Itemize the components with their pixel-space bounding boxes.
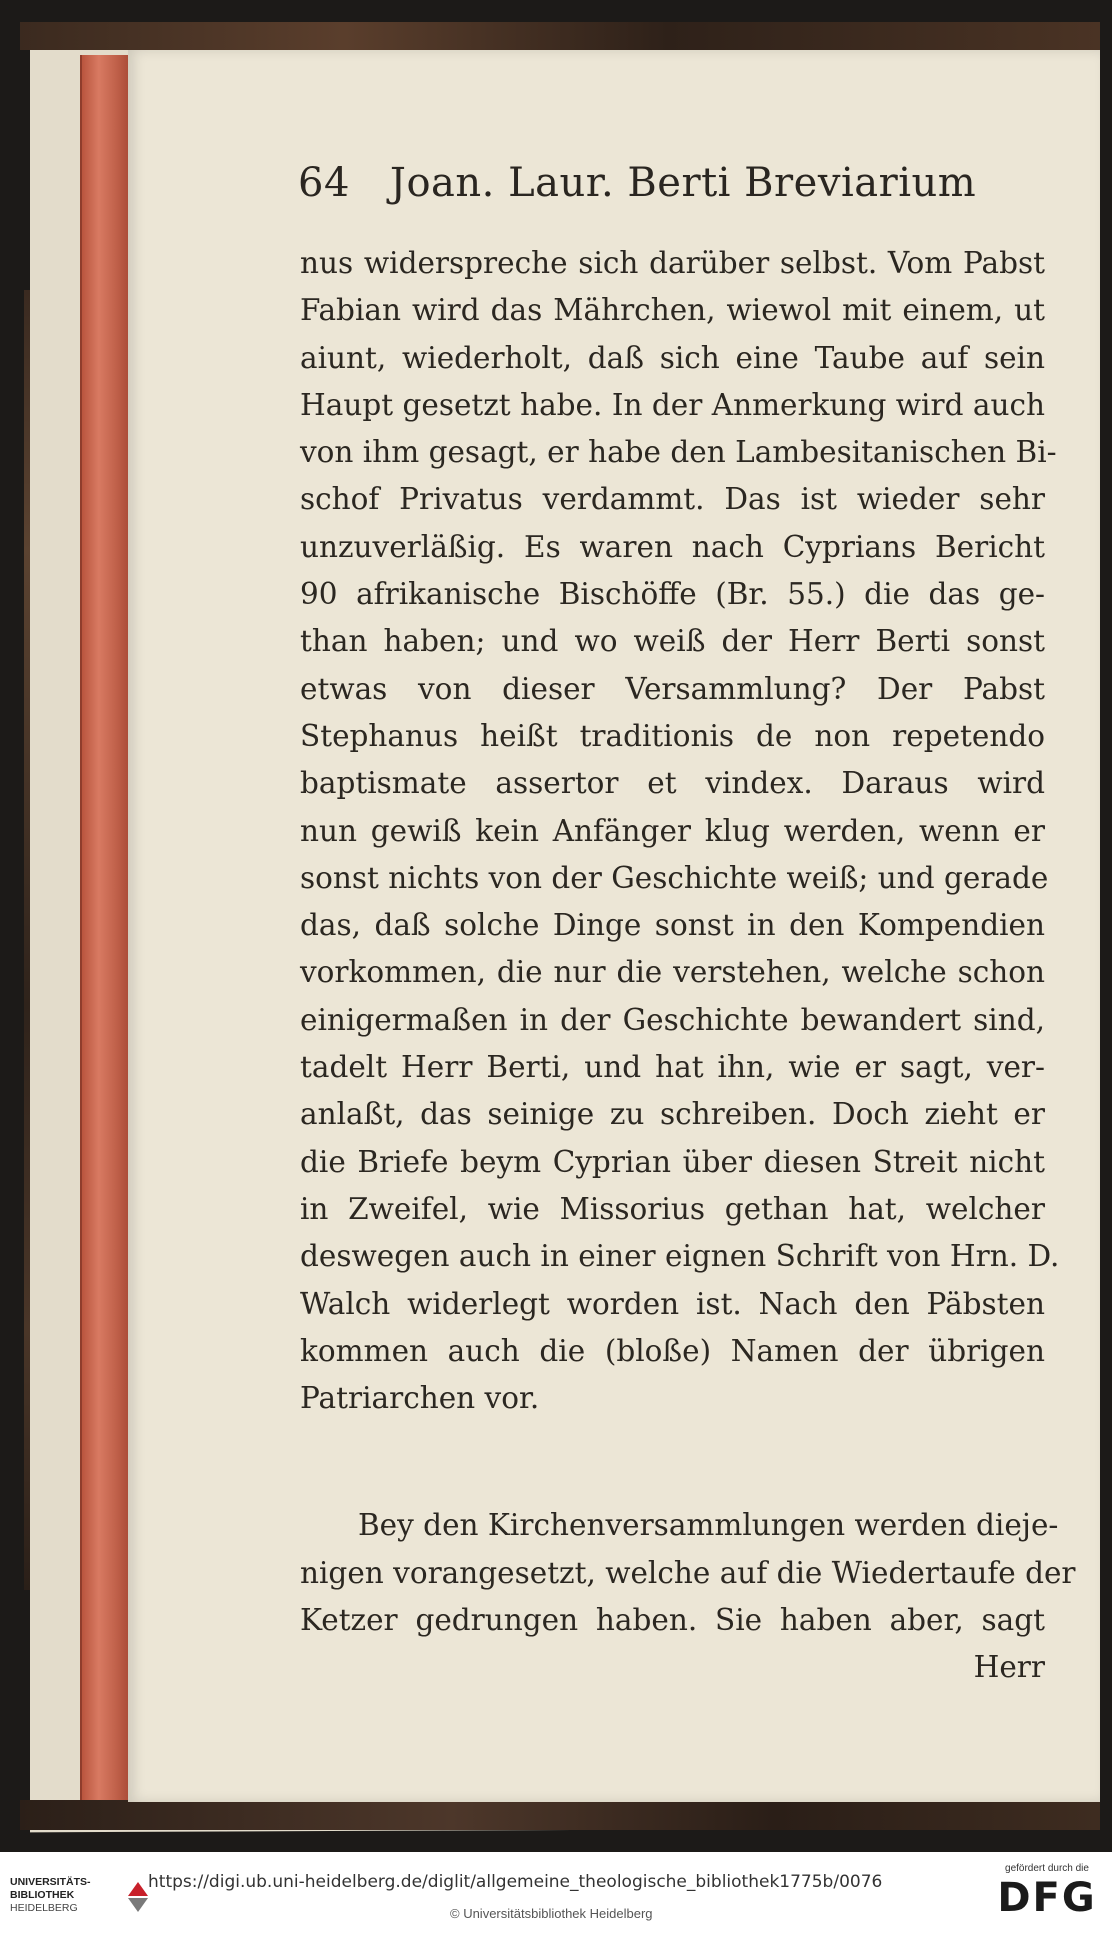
text-line: kommen auch die (bloße) Namen der übrigen xyxy=(300,1333,1045,1368)
text-line: tadelt Herr Berti, und hat ihn, wie er sagt, ver- xyxy=(300,1050,1045,1085)
text-line: 90 afrikanische Bischöffe (Br. 55.) die das ge- xyxy=(300,577,1045,612)
text-line: nus widerspreche sich darüber selbst. Vom Pabst xyxy=(300,246,1045,280)
running-title: Joan. Laur. Berti Breviarium xyxy=(389,160,977,206)
text-line: etwas von dieser Versammlung? Der Pabst xyxy=(300,671,1045,706)
library-name-line: BIBLIOTHEK xyxy=(10,1889,75,1901)
library-name-line: UNIVERSITÄTS- xyxy=(10,1876,91,1888)
text-line: vorkommen, die nur die verstehen, welche schon xyxy=(300,955,1045,990)
text-line: nigen vorangesetzt, welche auf die Wiedertaufe der xyxy=(300,1555,1076,1590)
red-page-edge xyxy=(80,55,130,1800)
text-line: unzuverläßig. Es waren nach Cyprians Bericht xyxy=(300,529,1045,564)
running-head xyxy=(298,160,1058,230)
text-line: Bey den Kirchenversammlungen werden dieje- xyxy=(358,1508,1059,1543)
text-line: einigermaßen in der Geschichte bewandert sind, xyxy=(300,1002,1045,1037)
text-line: deswegen auch in einer eignen Schrift von Hrn. D. xyxy=(300,1239,1060,1274)
text-line: Patriarchen vor. xyxy=(300,1381,540,1416)
viewer-footer xyxy=(0,1852,1112,1934)
text-line: nun gewiß kein Anfänger klug werden, wenn er xyxy=(300,813,1045,848)
text-line: baptismate assertor et vindex. Daraus wird xyxy=(300,766,1045,801)
text-line: Ketzer gedrungen haben. Sie haben aber, sagt xyxy=(300,1603,1045,1638)
text-line: sonst nichts von der Geschichte weiß; und gerade xyxy=(300,860,1049,895)
dfg-logo: DFG xyxy=(997,1875,1097,1921)
funder-logo xyxy=(988,1862,1106,1928)
paragraph-gap xyxy=(300,1422,1045,1502)
library-name-line: HEIDELBERG xyxy=(10,1902,78,1914)
body-text xyxy=(300,240,1076,1692)
text-line: aiunt, wiederholt, daß sich eine Taube auf sein xyxy=(300,340,1045,375)
text-line: das, daß solche Dinge sonst in den Kompendien xyxy=(300,908,1045,943)
text-line: anlaßt, das seinige zu schreiben. Doch zieht er xyxy=(300,1097,1045,1132)
copyright-text: © Universitätsbibliothek Heidelberg xyxy=(450,1906,653,1921)
text-line: von ihm gesagt, er habe den Lambesitanischen Bi- xyxy=(300,435,1057,470)
catchword: Herr xyxy=(973,1650,1045,1685)
library-logo xyxy=(10,1876,140,1926)
text-line: schof Privatus verdammt. Das ist wieder sehr xyxy=(300,482,1045,517)
page-url-link[interactable]: https://digi.ub.uni-heidelberg.de/diglit/allgemeine_theologische_bibliothek1775b/0076 xyxy=(148,1872,883,1892)
page-number: 64 xyxy=(298,160,350,206)
text-line: Fabian wird das Mährchen, wiewol mit einem, ut xyxy=(300,293,1045,328)
book-cover-bottom-edge xyxy=(20,1800,1100,1830)
text-line: than haben; und wo weiß der Herr Berti sonst xyxy=(300,624,1045,659)
text-line: in Zweifel, wie Missorius gethan hat, welcher xyxy=(300,1191,1045,1226)
text-line: Stephanus heißt traditionis de non repetendo xyxy=(300,718,1045,753)
book-cover-top-edge xyxy=(20,22,1100,50)
text-line: Walch widerlegt worden ist. Nach den Päbsten xyxy=(300,1286,1045,1321)
funder-caption: gefördert durch die xyxy=(1005,1863,1089,1874)
text-line: die Briefe beym Cyprian über diesen Streit nicht xyxy=(300,1144,1045,1179)
text-line: Haupt gesetzt habe. In der Anmerkung wird auch xyxy=(300,387,1045,422)
